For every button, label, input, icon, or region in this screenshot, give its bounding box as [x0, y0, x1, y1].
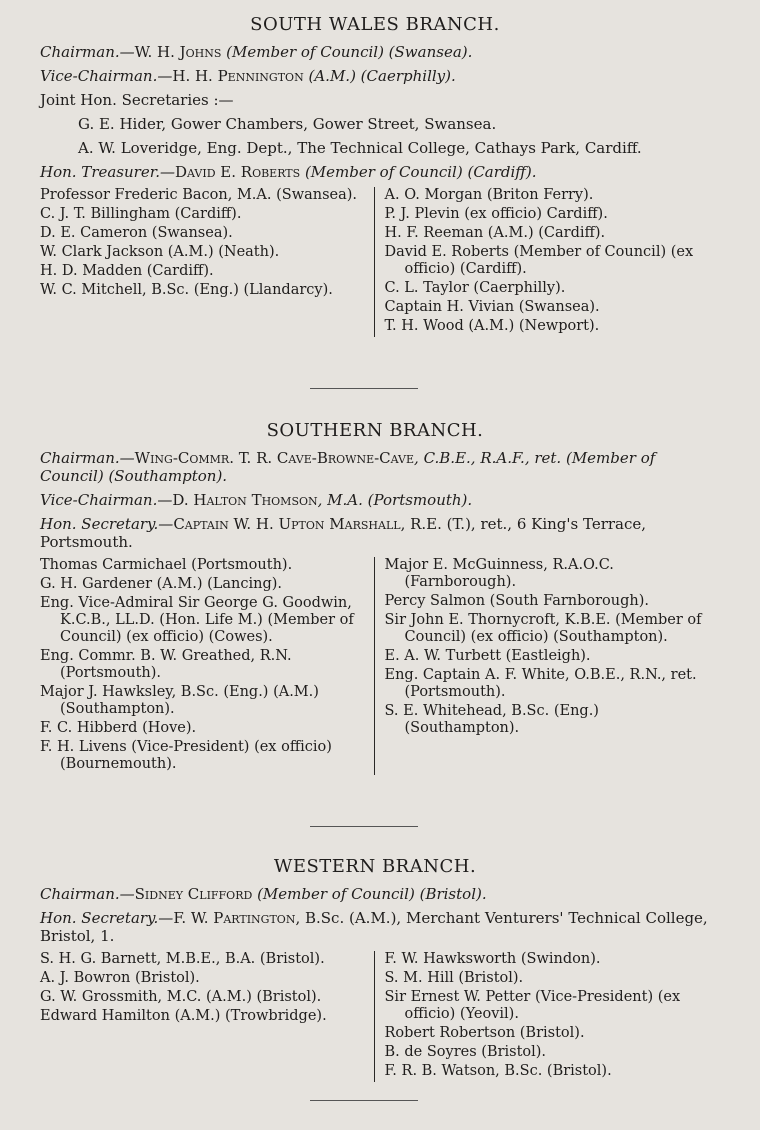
section-divider — [310, 388, 418, 389]
member-entry: W. Clark Jackson (A.M.) (Neath). — [40, 244, 280, 260]
member-entry: C. J. T. Billingham (Cardiff). — [40, 206, 242, 222]
member-entry: H. F. Reeman (A.M.) (Cardiff). — [384, 225, 606, 241]
section-divider — [310, 826, 418, 827]
section-divider — [310, 1100, 418, 1101]
member-entry: Sir Ernest W. Petter (Vice-President) (ex officio) (Yeovil). — [384, 989, 681, 1022]
member-entry: T. H. Wood (A.M.) (Newport). — [384, 318, 600, 334]
member-entry: F. W. Hawksworth (Swindon). — [384, 951, 601, 967]
member-column-right — [375, 187, 711, 337]
member-entry: C. L. Taylor (Caerphilly). — [384, 280, 566, 296]
member-entry: E. A. W. Turbett (Eastleigh). — [384, 648, 591, 664]
south-wales-branch — [40, 14, 710, 337]
member-entry: S. H. G. Barnett, M.B.E., B.A. (Bristol). — [40, 951, 325, 967]
member-entry: Sir John E. Thornycroft, K.B.E. (Member of Council) (ex officio) (Southampton). — [384, 612, 702, 645]
member-entry: Major J. Hawksley, B.Sc. (Eng.) (A.M.) (Southampton). — [40, 684, 319, 717]
member-column-left — [40, 557, 375, 775]
secretary-line: Hon. Secretary.—F. W. Partington, B.Sc. (A.M.), Merchant Venturers' Technical College, Bristol, 1. — [40, 909, 708, 945]
member-column-right — [375, 557, 711, 775]
member-entry: S. M. Hill (Bristol). — [384, 970, 524, 986]
chairman-line: Chairman.—W. H. Johns (Member of Council) (Swansea). — [40, 43, 473, 61]
secretary-entry: A. W. Loveridge, Eng. Dept., The Technical College, Cathays Park, Cardiff. — [78, 139, 642, 157]
member-entry: D. E. Cameron (Swansea). — [40, 225, 233, 241]
member-entry: Thomas Carmichael (Portsmouth). — [40, 557, 293, 573]
member-column-left — [40, 951, 375, 1082]
member-entry: W. C. Mitchell, B.Sc. (Eng.) (Llandarcy). — [40, 282, 333, 298]
member-entry: Captain H. Vivian (Swansea). — [384, 299, 600, 315]
member-column-left — [40, 187, 375, 337]
secretary-line: Hon. Secretary.—Captain W. H. Upton Marshall, R.E. (T.), ret., 6 King's Terrace, Portsmouth. — [40, 515, 647, 551]
section-heading: WESTERN BRANCH. — [273, 856, 477, 877]
member-entry: Professor Frederic Bacon, M.A. (Swansea). — [40, 187, 358, 203]
member-entry: Major E. McGuinness, R.A.O.C. (Farnborough). — [384, 557, 614, 590]
member-entry: Percy Salmon (South Farnborough). — [384, 593, 650, 609]
member-entry: A. O. Morgan (Briton Ferry). — [384, 187, 594, 203]
chairman-line: Chairman.—Wing-Commr. T. R. Cave-Browne-Cave, C.B.E., R.A.F., ret. (Member of Council) (Southampton). — [40, 449, 656, 485]
member-entry: Eng. Commr. B. W. Greathed, R.N. (Portsmouth). — [40, 648, 292, 681]
member-entry: G. H. Gardener (A.M.) (Lancing). — [40, 576, 283, 592]
treasurer-line: Hon. Treasurer.—David E. Roberts (Member of Council) (Cardiff). — [40, 163, 537, 181]
member-entry: Edward Hamilton (A.M.) (Trowbridge). — [40, 1008, 327, 1024]
section-heading: SOUTHERN BRANCH. — [266, 420, 484, 441]
western-branch — [40, 856, 710, 1082]
member-column-right — [375, 951, 711, 1082]
member-entry: Robert Robertson (Bristol). — [384, 1025, 585, 1041]
secretaries-label: Joint Hon. Secretaries :— — [40, 91, 234, 109]
member-entry: H. D. Madden (Cardiff). — [40, 263, 214, 279]
member-columns — [40, 187, 710, 337]
member-entry: Eng. Vice-Admiral Sir George G. Goodwin, K.C.B., LL.D. (Hon. Life M.) (Member of Council) (ex officio) (Cowes). — [40, 595, 354, 645]
member-entry: F. R. B. Watson, B.Sc. (Bristol). — [384, 1063, 612, 1079]
member-entry: David E. Roberts (Member of Council) (ex officio) (Cardiff). — [384, 244, 694, 277]
secretary-entry: G. E. Hider, Gower Chambers, Gower Street, Swansea. — [78, 115, 497, 133]
member-entry: F. H. Livens (Vice-President) (ex officio) (Bournemouth). — [40, 739, 332, 772]
southern-branch — [40, 420, 710, 775]
member-columns — [40, 557, 710, 775]
member-entry: F. C. Hibberd (Hove). — [40, 720, 197, 736]
member-entry: B. de Soyres (Bristol). — [384, 1044, 547, 1060]
vice-chairman-line: Vice-Chairman.—H. H. Pennington (A.M.) (Caerphilly). — [40, 67, 456, 85]
member-entry: A. J. Bowron (Bristol). — [40, 970, 200, 986]
member-columns — [40, 951, 710, 1082]
section-heading: SOUTH WALES BRANCH. — [250, 14, 500, 35]
chairman-line: Chairman.—Sidney Clifford (Member of Council) (Bristol). — [40, 885, 487, 903]
member-entry: P. J. Plevin (ex officio) Cardiff). — [384, 206, 608, 222]
member-entry: Eng. Captain A. F. White, O.B.E., R.N., ret. (Portsmouth). — [384, 667, 697, 700]
member-entry: G. W. Grossmith, M.C. (A.M.) (Bristol). — [40, 989, 322, 1005]
member-entry: S. E. Whitehead, B.Sc. (Eng.) (Southampton). — [384, 703, 599, 736]
vice-chairman-line: Vice-Chairman.—D. Halton Thomson, M.A. (Portsmouth). — [40, 491, 473, 509]
